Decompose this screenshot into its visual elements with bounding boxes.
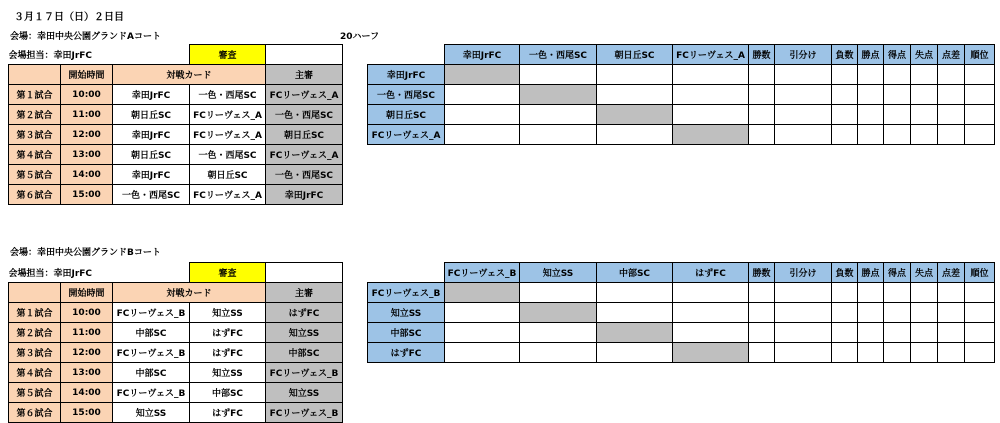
match-number: 第４試合 bbox=[9, 363, 61, 383]
col-losses: 負数 bbox=[832, 45, 858, 65]
grid-row-team: 知立SS bbox=[368, 303, 445, 323]
match-time: 13:00 bbox=[61, 363, 113, 383]
match-number: 第５試合 bbox=[9, 165, 61, 185]
court-a-manager: 会場担当：幸田JrFC bbox=[8, 50, 93, 61]
table-row bbox=[9, 383, 343, 403]
table-row bbox=[9, 125, 343, 145]
header-match-card: 対戦カード bbox=[113, 65, 266, 85]
col-draws: 引分け bbox=[775, 45, 832, 65]
grid-col-team: 中部SC bbox=[597, 263, 673, 283]
col-goal-diff: 点差 bbox=[938, 45, 965, 65]
away-team: はずFC bbox=[190, 323, 266, 343]
home-team: FCリーヴェス_B bbox=[113, 303, 190, 323]
match-time: 12:00 bbox=[61, 125, 113, 145]
court-b-referee-label: 審査 bbox=[190, 263, 266, 283]
home-team: 朝日丘SC bbox=[113, 105, 190, 125]
col-goals-against: 失点 bbox=[911, 45, 938, 65]
grid-col-team: 知立SS bbox=[520, 263, 597, 283]
main-referee: はずFC bbox=[266, 303, 343, 323]
table-row bbox=[368, 85, 995, 105]
away-team: 中部SC bbox=[190, 383, 266, 403]
main-referee: 朝日丘SC bbox=[266, 125, 343, 145]
event-date: ３月１７日（日）２日目 bbox=[14, 12, 124, 23]
away-team: FCリーヴェス_A bbox=[190, 105, 266, 125]
match-time: 14:00 bbox=[61, 165, 113, 185]
match-number: 第４試合 bbox=[9, 145, 61, 165]
grid-row-team: はずFC bbox=[368, 343, 445, 363]
match-number: 第６試合 bbox=[9, 403, 61, 423]
home-team: 朝日丘SC bbox=[113, 145, 190, 165]
grid-row-team: 朝日丘SC bbox=[368, 105, 445, 125]
header-match-card: 対戦カード bbox=[113, 283, 266, 303]
table-row bbox=[9, 343, 343, 363]
col-rank: 順位 bbox=[965, 263, 995, 283]
home-team: 幸田JrFC bbox=[113, 85, 190, 105]
table-row bbox=[9, 185, 343, 205]
court-b-schedule-table bbox=[8, 262, 343, 423]
main-referee: 知立SS bbox=[266, 383, 343, 403]
court-b-venue: 会場：幸田中央公園グランドBコート bbox=[10, 248, 161, 258]
table-row bbox=[9, 105, 343, 125]
main-referee: 中部SC bbox=[266, 343, 343, 363]
grid-col-team: 朝日丘SC bbox=[597, 45, 673, 65]
match-time: 11:00 bbox=[61, 323, 113, 343]
col-goals-for: 得点 bbox=[884, 263, 911, 283]
table-row bbox=[368, 65, 995, 85]
match-number: 第５試合 bbox=[9, 383, 61, 403]
table-row bbox=[368, 323, 995, 343]
match-number: 第３試合 bbox=[9, 125, 61, 145]
away-team: FCリーヴェス_A bbox=[190, 125, 266, 145]
grid-col-team: FCリーヴェス_A bbox=[673, 45, 749, 65]
grid-row-team: FCリーヴェス_B bbox=[368, 283, 445, 303]
away-team: 一色・西尾SC bbox=[190, 85, 266, 105]
away-team: 朝日丘SC bbox=[190, 165, 266, 185]
court-b-manager: 会場担当：幸田JrFC bbox=[8, 268, 93, 279]
court-a-schedule-table bbox=[8, 44, 343, 205]
main-referee: FCリーヴェス_A bbox=[266, 85, 343, 105]
main-referee: 知立SS bbox=[266, 323, 343, 343]
col-losses: 負数 bbox=[832, 263, 858, 283]
table-row bbox=[368, 125, 995, 145]
match-number: 第６試合 bbox=[9, 185, 61, 205]
col-goals-for: 得点 bbox=[884, 45, 911, 65]
match-time: 14:00 bbox=[61, 383, 113, 403]
table-row bbox=[9, 323, 343, 343]
table-row bbox=[9, 85, 343, 105]
col-points: 勝点 bbox=[858, 263, 884, 283]
table-row bbox=[9, 403, 343, 423]
grid-col-team: 一色・西尾SC bbox=[520, 45, 597, 65]
col-wins: 勝数 bbox=[749, 45, 775, 65]
header-main-referee: 主審 bbox=[266, 283, 343, 303]
home-team: 幸田JrFC bbox=[113, 125, 190, 145]
main-referee: 幸田JrFC bbox=[266, 185, 343, 205]
match-number: 第２試合 bbox=[9, 105, 61, 125]
col-wins: 勝数 bbox=[749, 263, 775, 283]
table-row bbox=[9, 303, 343, 323]
match-number: 第２試合 bbox=[9, 323, 61, 343]
grid-row-team: 一色・西尾SC bbox=[368, 85, 445, 105]
court-a-referee-label: 審査 bbox=[190, 45, 266, 65]
court-a-venue: 会場：幸田中央公園グランドAコート bbox=[10, 32, 161, 42]
grid-col-team: はずFC bbox=[673, 263, 749, 283]
grid-col-team: 幸田JrFC bbox=[445, 45, 520, 65]
match-number: 第３試合 bbox=[9, 343, 61, 363]
col-draws: 引分け bbox=[775, 263, 832, 283]
home-team: 幸田JrFC bbox=[113, 165, 190, 185]
table-row bbox=[9, 165, 343, 185]
match-number: 第１試合 bbox=[9, 85, 61, 105]
home-team: 中部SC bbox=[113, 323, 190, 343]
table-row bbox=[368, 303, 995, 323]
col-points: 勝点 bbox=[858, 45, 884, 65]
col-rank: 順位 bbox=[965, 45, 995, 65]
col-goals-against: 失点 bbox=[911, 263, 938, 283]
header-main-referee: 主審 bbox=[266, 65, 343, 85]
away-team: はずFC bbox=[190, 343, 266, 363]
match-time: 11:00 bbox=[61, 105, 113, 125]
match-time: 10:00 bbox=[61, 303, 113, 323]
header-start-time: 開始時間 bbox=[61, 283, 113, 303]
home-team: 知立SS bbox=[113, 403, 190, 423]
match-format-note: 20ハーフ bbox=[340, 32, 380, 42]
main-referee: 一色・西尾SC bbox=[266, 105, 343, 125]
main-referee: FCリーヴェス_A bbox=[266, 145, 343, 165]
col-goal-diff: 点差 bbox=[938, 263, 965, 283]
main-referee: 一色・西尾SC bbox=[266, 165, 343, 185]
match-number: 第１試合 bbox=[9, 303, 61, 323]
grid-row-team: FCリーヴェス_A bbox=[368, 125, 445, 145]
away-team: 知立SS bbox=[190, 303, 266, 323]
home-team: 一色・西尾SC bbox=[113, 185, 190, 205]
table-row bbox=[368, 105, 995, 125]
table-row bbox=[368, 283, 995, 303]
match-time: 13:00 bbox=[61, 145, 113, 165]
match-time: 15:00 bbox=[61, 185, 113, 205]
main-referee: FCリーヴェス_B bbox=[266, 363, 343, 383]
away-team: はずFC bbox=[190, 403, 266, 423]
header-start-time: 開始時間 bbox=[61, 65, 113, 85]
table-row bbox=[368, 343, 995, 363]
grid-col-team: FCリーヴェス_B bbox=[445, 263, 520, 283]
main-referee: FCリーヴェス_B bbox=[266, 403, 343, 423]
table-row bbox=[9, 363, 343, 383]
away-team: FCリーヴェス_A bbox=[190, 185, 266, 205]
match-time: 12:00 bbox=[61, 343, 113, 363]
match-time: 15:00 bbox=[61, 403, 113, 423]
court-b-standings-table bbox=[367, 262, 995, 363]
match-time: 10:00 bbox=[61, 85, 113, 105]
home-team: FCリーヴェス_B bbox=[113, 343, 190, 363]
away-team: 一色・西尾SC bbox=[190, 145, 266, 165]
court-a-standings-table bbox=[367, 44, 995, 145]
grid-row-team: 幸田JrFC bbox=[368, 65, 445, 85]
table-row bbox=[9, 145, 343, 165]
home-team: FCリーヴェス_B bbox=[113, 383, 190, 403]
home-team: 中部SC bbox=[113, 363, 190, 383]
grid-row-team: 中部SC bbox=[368, 323, 445, 343]
away-team: 知立SS bbox=[190, 363, 266, 383]
